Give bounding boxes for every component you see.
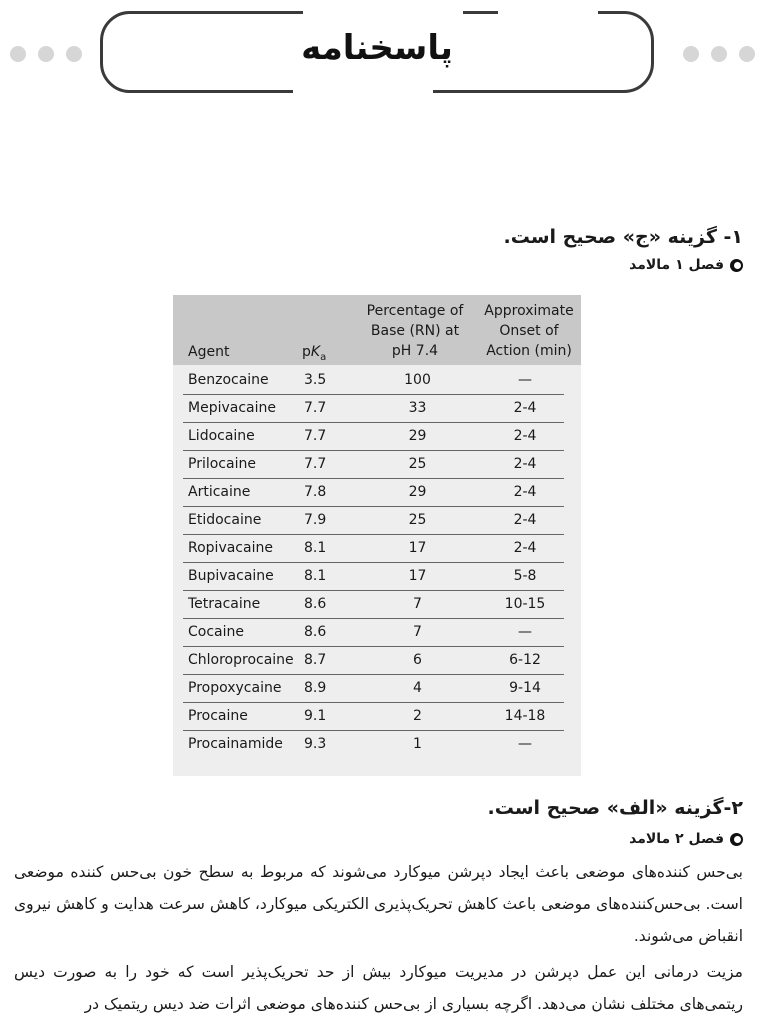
row-divider xyxy=(183,478,564,479)
frame-gap xyxy=(498,8,598,16)
row-divider xyxy=(183,730,564,731)
cell-agent: Tetracaine xyxy=(188,596,261,612)
dot xyxy=(10,46,26,62)
row-divider xyxy=(183,506,564,507)
cell-base: 25 xyxy=(408,512,427,528)
cell-pka: 7.8 xyxy=(304,484,327,500)
cell-onset: 2-4 xyxy=(513,456,537,472)
col-header-onset-line3: Action (min) xyxy=(486,343,572,359)
cell-pka: 8.6 xyxy=(304,624,327,640)
cell-onset: 5-8 xyxy=(513,568,537,584)
cell-base: 7 xyxy=(413,596,422,612)
dot xyxy=(739,46,755,62)
cell-agent: Chloroprocaine xyxy=(188,652,294,668)
cell-base: 4 xyxy=(413,680,422,696)
q1-reference-text: فصل ۱ مالامد xyxy=(629,257,724,273)
q2-reference-text: فصل ۲ مالامد xyxy=(629,831,724,847)
cell-pka: 9.1 xyxy=(304,708,327,724)
cell-onset: — xyxy=(518,372,532,388)
dot xyxy=(66,46,82,62)
reference-bullet-icon xyxy=(730,259,743,272)
frame-gap xyxy=(293,88,433,96)
row-divider xyxy=(183,394,564,395)
data-table xyxy=(173,295,581,776)
cell-base: 25 xyxy=(408,456,427,472)
cell-onset: 9-14 xyxy=(509,680,541,696)
cell-agent: Prilocaine xyxy=(188,456,256,472)
cell-pka: 9.3 xyxy=(304,736,327,752)
row-divider xyxy=(183,618,564,619)
cell-base: 17 xyxy=(408,540,427,556)
dot xyxy=(683,46,699,62)
col-header-agent: Agent xyxy=(188,344,230,360)
col-header-onset xyxy=(476,301,582,361)
q2-heading: ۲-گزینه «الف» صحیح است. xyxy=(487,797,743,819)
cell-agent: Lidocaine xyxy=(188,428,255,444)
row-divider xyxy=(183,534,564,535)
cell-pka: 7.9 xyxy=(304,512,327,528)
cell-agent: Procaine xyxy=(188,708,248,724)
cell-agent: Propoxycaine xyxy=(188,680,282,696)
cell-agent: Mepivacaine xyxy=(188,400,276,416)
cell-pka: 3.5 xyxy=(304,372,327,388)
cell-onset: — xyxy=(518,624,532,640)
col-header-pka-p: p xyxy=(302,344,311,360)
page-title: پاسخنامه xyxy=(301,28,453,68)
col-header-base xyxy=(356,301,474,361)
cell-pka: 7.7 xyxy=(304,428,327,444)
cell-pka: 8.9 xyxy=(304,680,327,696)
col-header-onset-line2: Onset of xyxy=(499,323,559,339)
q2-reference xyxy=(629,831,743,847)
cell-agent: Cocaine xyxy=(188,624,244,640)
row-divider xyxy=(183,674,564,675)
frame-gap xyxy=(303,8,463,16)
col-header-pka xyxy=(302,342,326,368)
cell-onset: 14-18 xyxy=(504,708,546,724)
reference-bullet-icon xyxy=(730,833,743,846)
row-divider xyxy=(183,450,564,451)
cell-base: 29 xyxy=(408,484,427,500)
cell-pka: 8.6 xyxy=(304,596,327,612)
cell-base: 33 xyxy=(408,400,427,416)
cell-onset: 6-12 xyxy=(509,652,541,668)
row-divider xyxy=(183,646,564,647)
cell-onset: 2-4 xyxy=(513,484,537,500)
cell-onset: 2-4 xyxy=(513,428,537,444)
row-divider xyxy=(183,702,564,703)
cell-onset: 2-4 xyxy=(513,400,537,416)
cell-agent: Benzocaine xyxy=(188,372,269,388)
dot xyxy=(711,46,727,62)
cell-base: 2 xyxy=(413,708,422,724)
row-divider xyxy=(183,562,564,563)
cell-pka: 8.7 xyxy=(304,652,327,668)
row-divider xyxy=(183,590,564,591)
q2-paragraph-1: بی‌حس کننده‌های موضعی باعث ایجاد دپرشن میوکارد می‌شوند که مربوط به سطح خون بی‌حس کننده موضعی است. بی‌حس‌کننده‌های موضعی باعث کاهش تحریک‌پذیری الکتریکی میوکارد، کاهش سرعت هدایت و کاهش نیروی انقباض می‌شوند. xyxy=(14,863,743,945)
cell-agent: Bupivacaine xyxy=(188,568,274,584)
col-header-pka-k: K xyxy=(310,344,321,360)
col-header-pka-sub: a xyxy=(320,351,327,363)
cell-agent: Articaine xyxy=(188,484,251,500)
left-dots-decoration xyxy=(10,46,82,62)
col-header-base-line1: Percentage of xyxy=(366,303,464,319)
cell-onset: — xyxy=(518,736,532,752)
cell-onset: 2-4 xyxy=(513,512,537,528)
cell-base: 7 xyxy=(413,624,422,640)
col-header-onset-line1: Approximate xyxy=(484,303,574,319)
cell-pka: 7.7 xyxy=(304,456,327,472)
cell-base: 1 xyxy=(413,736,422,752)
col-header-base-line2: Base (RN) at xyxy=(370,323,460,339)
cell-onset: 2-4 xyxy=(513,540,537,556)
cell-agent: Ropivacaine xyxy=(188,540,273,556)
right-dots-decoration xyxy=(683,46,755,62)
cell-agent: Etidocaine xyxy=(188,512,262,528)
dot xyxy=(38,46,54,62)
q2-paragraph-2: مزیت درمانی این عمل دپرشن در مدیریت میوکارد بیش از حد تحریک‌پذیر است که خود را به صورت دیس ریتمی‌های مختلف نشان می‌دهد. اگرچه بسیاری از بی‌حس کننده‌های موضعی اثرات ضد دیس ریتمیک در xyxy=(14,963,743,1013)
q1-reference xyxy=(629,257,743,273)
cell-base: 29 xyxy=(408,428,427,444)
col-header-base-line3: pH 7.4 xyxy=(391,343,439,359)
q1-heading: ۱- گزینه «ج» صحیح است. xyxy=(503,226,743,248)
cell-pka: 7.7 xyxy=(304,400,327,416)
cell-base: 17 xyxy=(408,568,427,584)
cell-pka: 8.1 xyxy=(304,540,327,556)
cell-pka: 8.1 xyxy=(304,568,327,584)
cell-base: 6 xyxy=(413,652,422,668)
cell-base: 100 xyxy=(404,372,431,388)
cell-agent: Procainamide xyxy=(188,736,283,752)
cell-onset: 10-15 xyxy=(504,596,546,612)
row-divider xyxy=(183,422,564,423)
